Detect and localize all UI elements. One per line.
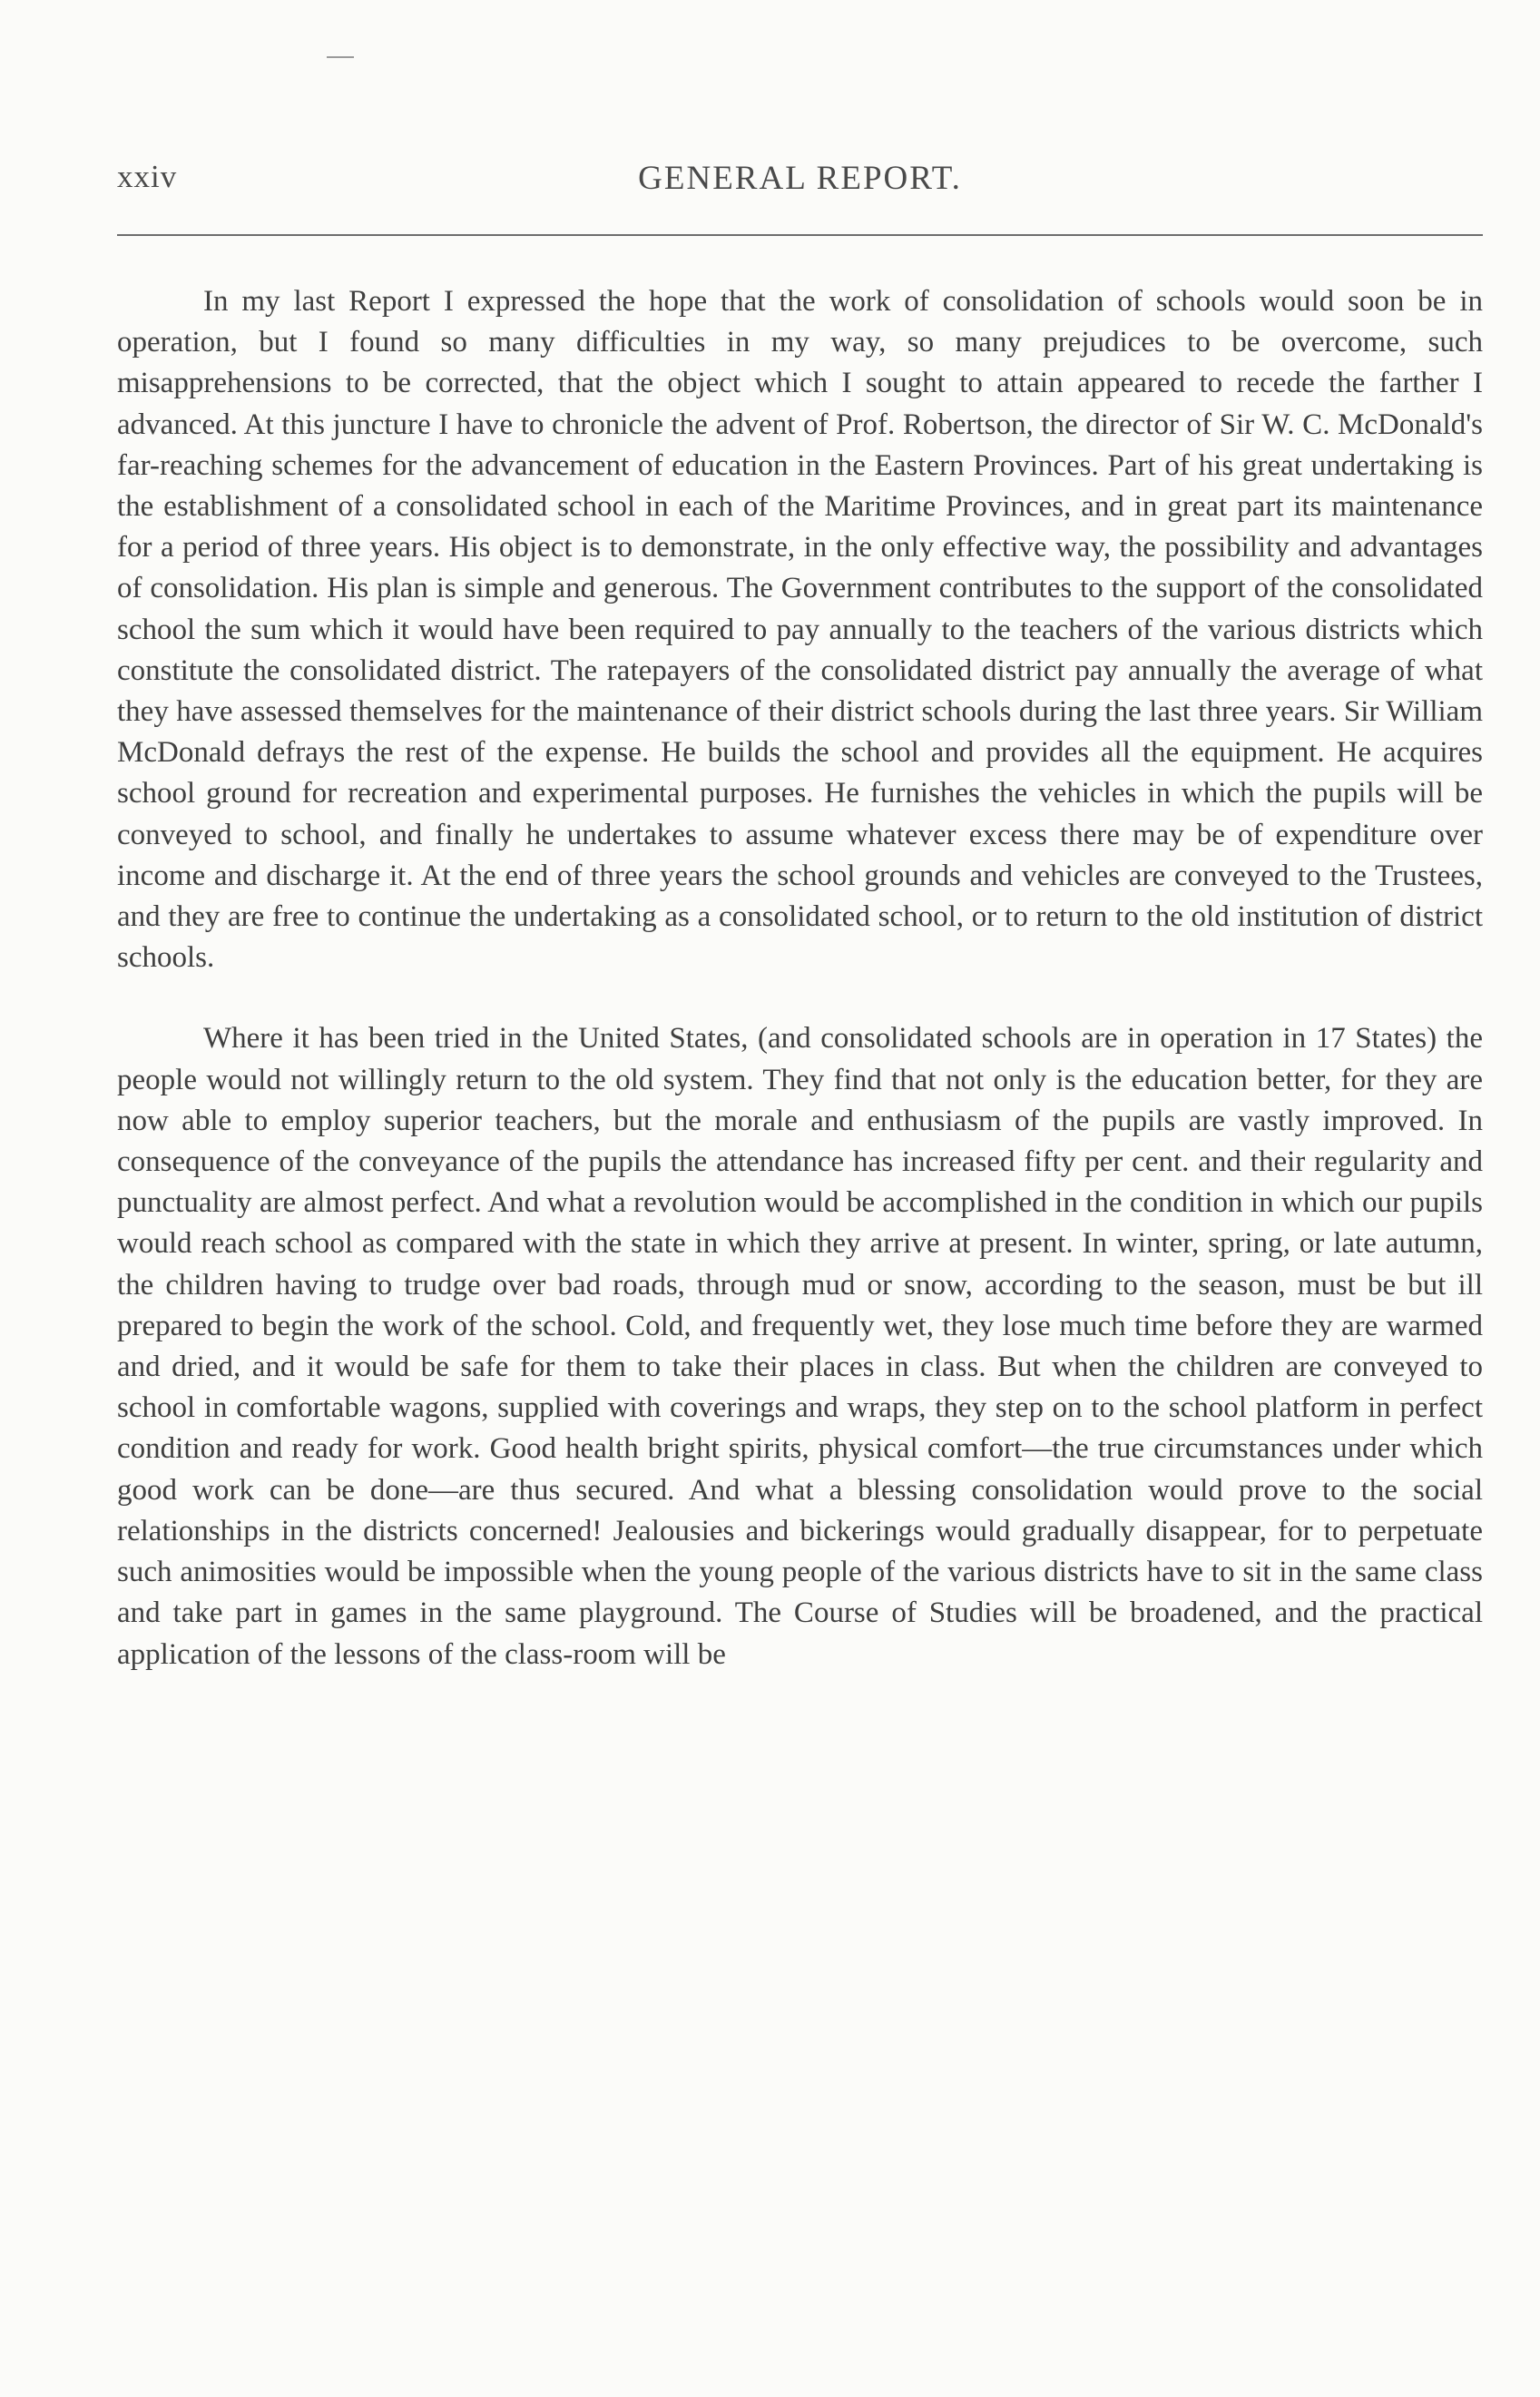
stray-mark [327, 56, 354, 58]
body-text [117, 281, 1483, 1675]
page-header [117, 159, 1483, 204]
paragraph-1: In my last Report I expressed the hope that the work of consolidation of schools would soon be in operation, but I found so many difficulties in my way, so many prejudices to be overcome, such misapprehensions to be corrected, that the object which I sought to attain appeared to recede the farther I advanced. At this juncture I have to chronicle the advent of Prof. Robertson, the director of Sir W. C. McDonald's far-reaching schemes for the advancement of education in the Eastern Provinces. Part of his great undertaking is the establishment of a consolidated school in each of the Maritime Provinces, and in great part its maintenance for a period of three years. His object is to demonstrate, in the only effective way, the possibility and advantages of consolidation. His plan is simple and generous. The Government contributes to the support of the consolidated school the sum which it would have been required to pay annually to the teachers of the various districts which constitute the consolidated district. The ratepayers of the consolidated district pay annually the average of what they have assessed themselves for the maintenance of their district schools during the last three years. Sir William McDonald defrays the rest of the expense. He builds the school and provides all the equipment. He acquires school ground for recreation and experimental purposes. He furnishes the vehicles in which the pupils will be conveyed to school, and finally he undertakes to assume whatever excess there may be of expenditure over income and discharge it. At the end of three years the school grounds and vehicles are conveyed to the Trustees, and they are free to continue the undertaking as a consolidated school, or to return to the old institution of district schools. [117, 285, 1483, 975]
header-rule [117, 234, 1483, 236]
page-number: xxiv [117, 159, 178, 194]
running-head: GENERAL REPORT. [638, 160, 962, 197]
paragraph-2: Where it has been tried in the United States, (and consolidated schools are in operation in 17 States) the people would not willingly return to the old system. They find that not only is the education better, for they are now able to employ superior teachers, but the morale and enthusiasm of the pupils are vastly improved. In consequence of the conveyance of the pupils the attendance has increased fifty per cent. and their regularity and punctuality are almost perfect. And what a revolution would be accomplished in the condition in which our pupils would reach school as compared with the state in which they arrive at present. In winter, spring, or late autumn, the children having to trudge over bad roads, through mud or snow, according to the season, must be but ill prepared to begin the work of the school. Cold, and frequently wet, they lose much time before they are warmed and dried, and it would be safe for them to take their places in class. But when the children are conveyed to school in comfortable wagons, supplied with coverings and wraps, they step on to the school platform in perfect condition and ready for work. Good health bright spirits, physical comfort—the true circumstances under which good work can be done—are thus secured. And what a blessing consolidation would prove to the social relationships in the districts concerned! Jealousies and bickerings would gradually disappear, for to perpetuate such animosities would be impossible when the young people of the various districts have to sit in the same class and take part in games in the same playground. The Course of Studies will be broadened, and the practical application of the lessons of the class-room will be [117, 1022, 1483, 1671]
